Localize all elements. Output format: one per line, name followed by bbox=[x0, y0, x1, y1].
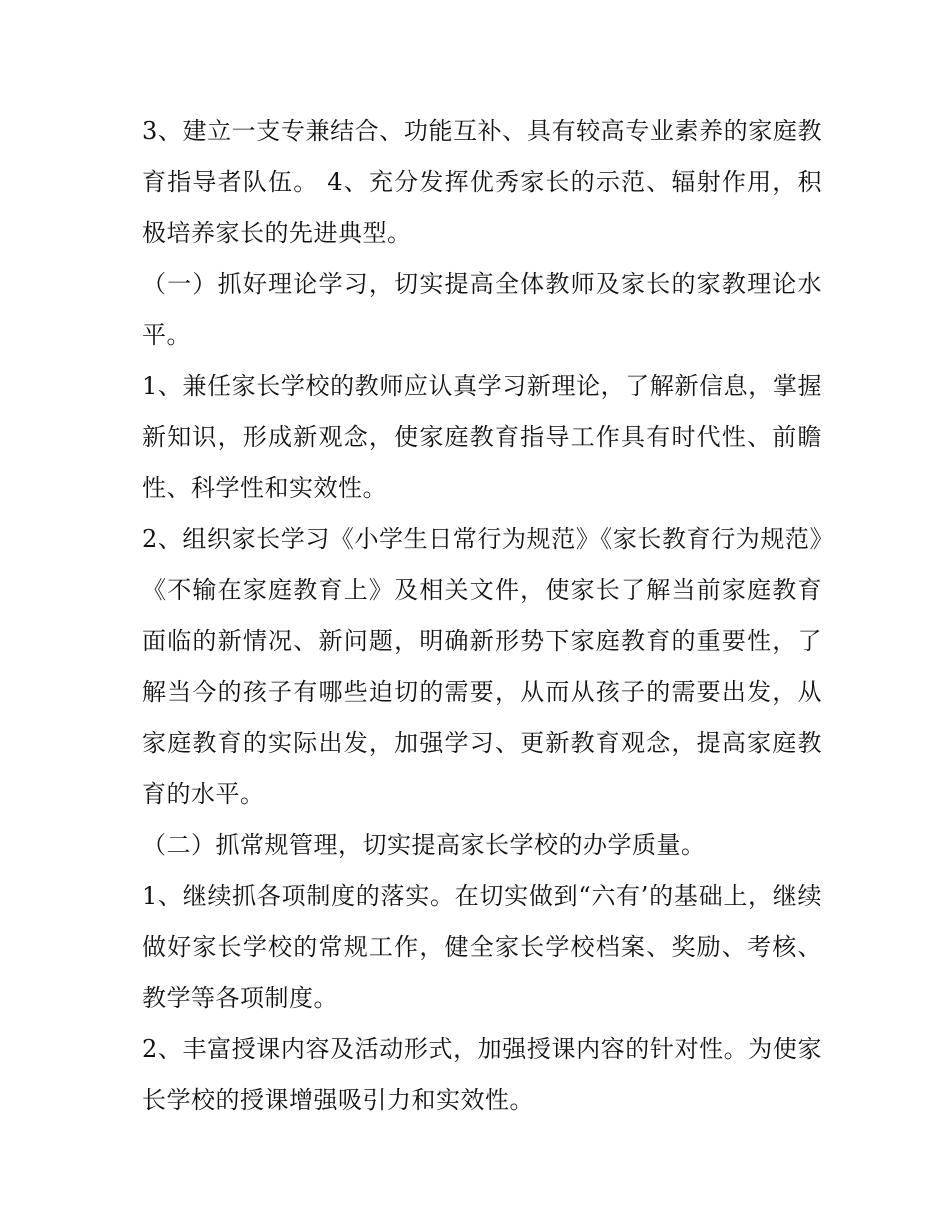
document-body bbox=[142, 106, 822, 1126]
paragraph-teacher-study: 1、兼任家长学校的教师应认真学习新理论，了解新信息，掌握新知识，形成新观念，使家庭教育指导工作具有时代性、前瞻性、科学性和实效性。 bbox=[142, 372, 822, 502]
section-heading-routine-management: （二）抓常规管理，切实提高家长学校的办学质量。 bbox=[142, 831, 706, 859]
paragraph-course-content: 2、丰富授课内容及活动形式，加强授课内容的针对性。为使家长学校的授课增强吸引力和实效性。 bbox=[142, 1035, 822, 1114]
paragraph-system-implementation: 1、继续抓各项制度的落实。在切实做到“六有’的基础上，继续做好家长学校的常规工作，健全家长学校档案、奖励、考核、教学等各项制度。 bbox=[142, 882, 822, 1012]
paragraph-parent-study: 2、组织家长学习《小学生日常行为规范》《家长教育行为规范》《不输在家庭教育上》及相关文件，使家长了解当前家庭教育面临的新情况、新问题，明确新形势下家庭教育的重要性，了解当今的孩子有哪些迫切的需要，从而从孩子的需要出发，从家庭教育的实际出发，加强学习、更新教育观念，提高家庭教育的水平。 bbox=[142, 525, 822, 808]
paragraph-goal-3-4: 3、建立一支专兼结合、功能互补、具有较高专业素养的家庭教育指导者队伍。 4、充分发挥优秀家长的示范、辐射作用，积极培养家长的先进典型。 bbox=[142, 117, 822, 247]
section-heading-theory-study: （一）抓好理论学习，切实提高全体教师及家长的家教理论水平。 bbox=[142, 270, 822, 349]
